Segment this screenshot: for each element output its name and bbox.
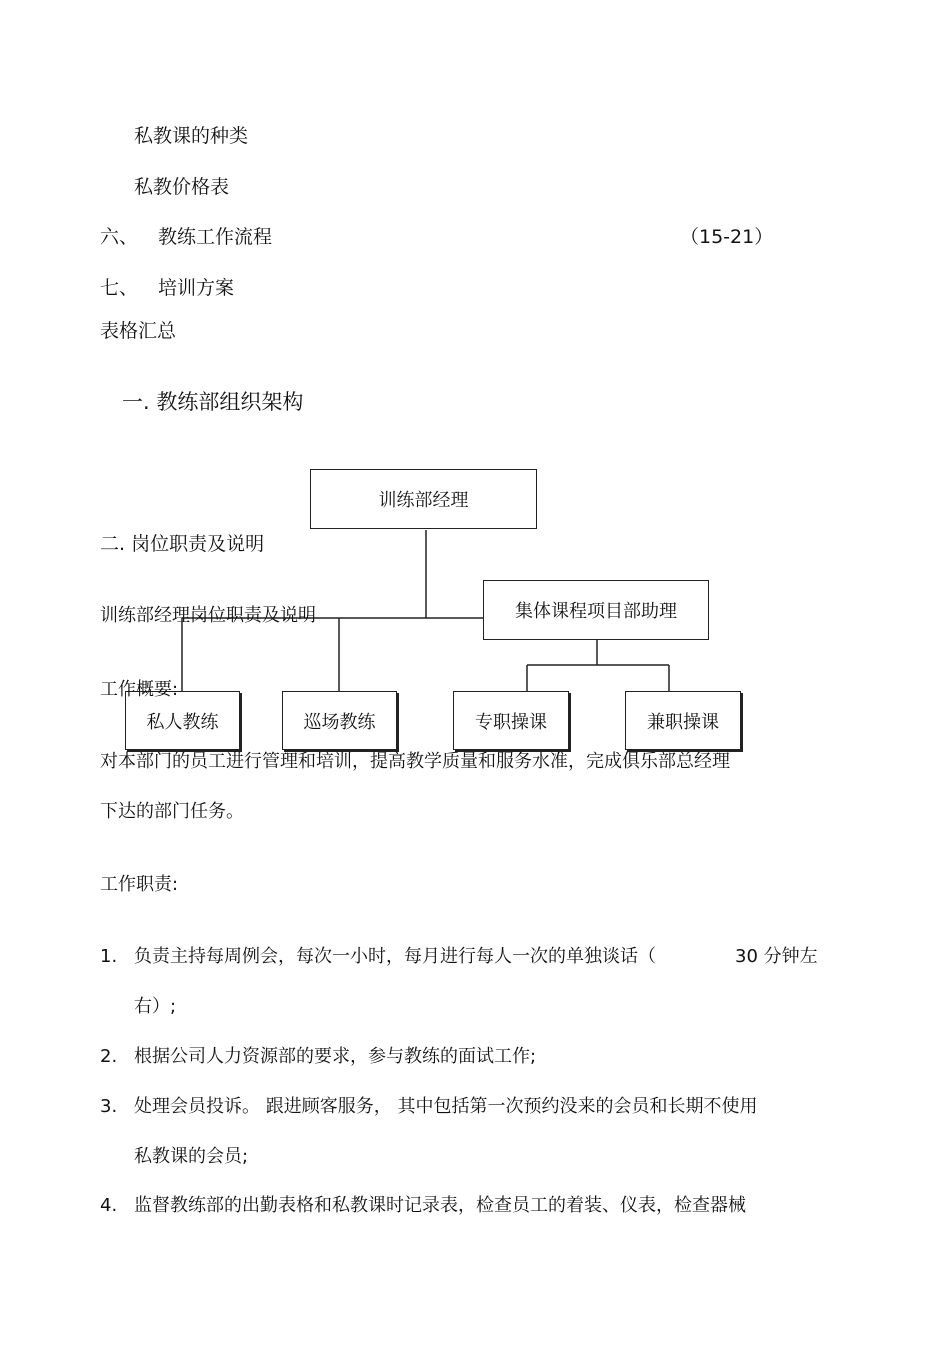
org-box-parttime-class: 兼职操课 — [625, 691, 741, 750]
toc-item-training: 培训方案 — [158, 277, 235, 299]
toc-item-workflow-pages: （15-21） — [680, 226, 774, 248]
duty-4-line-1: 监督教练部的出勤表格和私教课时记录表，检查员工的着装、仪表，检查器械 — [134, 1195, 746, 1216]
duty-3-line-1: 处理会员投诉。 跟进顾客服务， 其中包括第一次预约没来的会员和长期不使用 — [134, 1096, 758, 1117]
duty-1-line-1-tail: 30 分钟左 — [735, 946, 818, 967]
section-2-title: 二. 岗位职责及说明 — [100, 533, 265, 555]
overview-line-1: 对本部门的员工进行管理和培训，提高教学质量和服务水准，完成俱乐部总经理 — [100, 751, 730, 772]
org-box-manager: 训练部经理 — [310, 469, 537, 529]
duty-1-line-2: 右）; — [134, 996, 177, 1017]
duty-3-number: 3. — [100, 1096, 118, 1117]
duty-2-line-1: 根据公司人力资源部的要求，参与教练的面试工作; — [134, 1046, 537, 1067]
toc-item-price-table: 私教价格表 — [134, 176, 230, 198]
toc-item-number-6: 六、 — [100, 226, 139, 248]
org-box-floor-trainer: 巡场教练 — [282, 691, 397, 750]
duty-2-number: 2. — [100, 1046, 118, 1067]
duty-4-number: 4. — [100, 1195, 118, 1216]
org-box-group-class-assistant: 集体课程项目部助理 — [483, 580, 709, 640]
overview-label: 工作概要: — [100, 679, 179, 700]
overview-line-2: 下达的部门任务。 — [100, 801, 244, 822]
section-2-subtitle: 训练部经理岗位职责及说明 — [100, 605, 316, 626]
toc-item-forms: 表格汇总 — [100, 320, 177, 342]
toc-item-course-types: 私教课的种类 — [134, 125, 249, 147]
duty-1-number: 1. — [100, 946, 118, 967]
duty-3-line-2: 私教课的会员; — [134, 1146, 249, 1167]
toc-item-number-7: 七、 — [100, 277, 139, 299]
org-box-fulltime-class: 专职操课 — [453, 691, 569, 750]
org-box-personal-trainer: 私人教练 — [125, 691, 240, 750]
duties-label: 工作职责: — [100, 874, 179, 895]
toc-item-workflow: 教练工作流程 — [158, 226, 273, 248]
section-1-title: 一. 教练部组织架构 — [122, 390, 304, 414]
duty-1-line-1: 负责主持每周例会，每次一小时，每月进行每人一次的单独谈话（ — [134, 946, 656, 967]
